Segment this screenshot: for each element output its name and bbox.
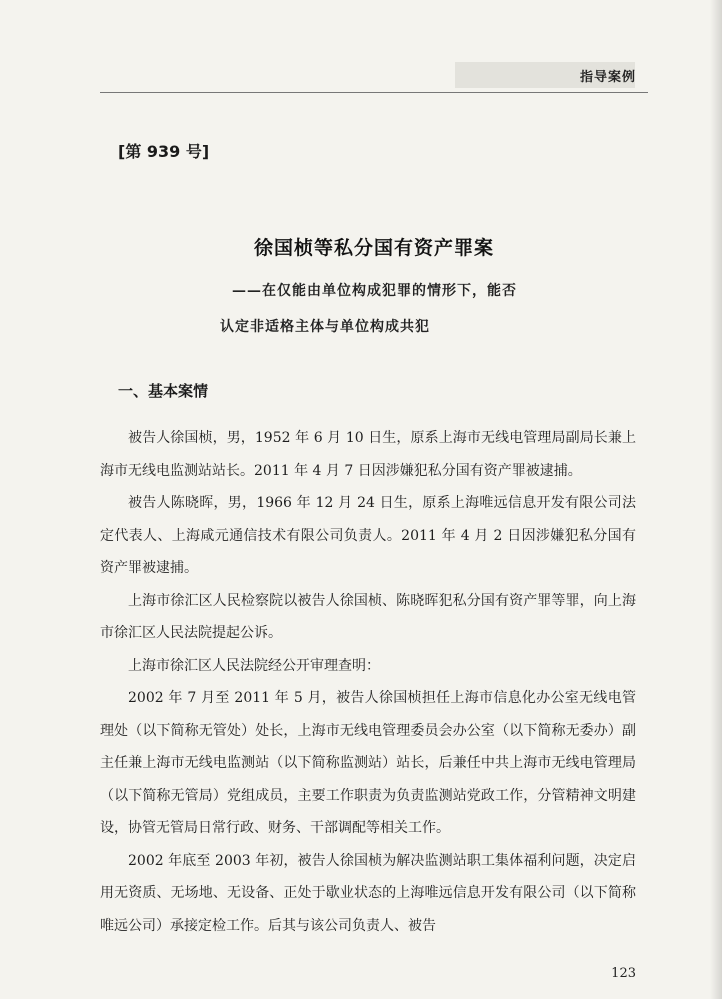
case-subtitle-line-1: ——在仅能由单位构成犯罪的情形下，能否 [232,283,517,299]
paragraph-court-findings: 上海市徐汇区人民法院经公开审理查明： [128,657,380,674]
paragraph-xu-positions: 2002 年 7 月至 2011 年 5 月，被告人徐国桢担任上海市信息化办公室无线电管理处（以下简称无管处）处长，上海市无线电管理委员会办公室（以下简称无委办）副主任兼上海市无线电监测站（以下简称监测站）站长，后兼任中共上海市无线电管理局（以下简称无管局）党组成员，主要工作职责为负责监测站党政工作，分管精神文明建设，协管无管局日常行政、财务、干部调配等相关工作。 [100,690,636,836]
header-rule [100,92,648,93]
case-title: 徐国桢等私分国有资产罪案 [253,237,494,259]
page-edge-shadow [710,0,722,999]
page-number: 123 [611,966,636,981]
paragraph-prosecution: 上海市徐汇区人民检察院以被告人徐国桢、陈晓晖犯私分国有资产罪等罪，向上海市徐汇区人民法院提起公诉。 [100,592,636,641]
paragraph-2002-events: 2002 年底至 2003 年初，被告人徐国桢为解决监测站职工集体福利问题，决定启用无资质、无场地、无设备、正处于歇业状态的上海唯远信息开发有限公司（以下简称唯远公司）承接定检工作。后其与该公司负责人、被告 [100,852,636,934]
paragraph-defendant-chen: 被告人陈晓晖，男，1966 年 12 月 24 日生，原系上海唯远信息开发有限公司法定代表人、上海咸元通信技术有限公司负责人。2011 年 4 月 2 日因涉嫌犯私分国有资产罪被逮捕。 [100,495,636,576]
body-text [100,422,636,942]
case-subtitle-line-2: 认定非适格主体与单位构成共犯 [220,319,430,335]
paragraph-defendant-xu: 被告人徐国桢，男，1952 年 6 月 10 日生，原系上海市无线电管理局副局长兼上海市无线电监测站站长。2011 年 4 月 7 日因涉嫌犯私分国有资产罪被逮捕。 [100,430,636,479]
case-number: [第 939 号] [118,142,210,161]
section-heading: 一、基本案情 [118,382,209,400]
running-head: 指导案例 [579,70,636,85]
